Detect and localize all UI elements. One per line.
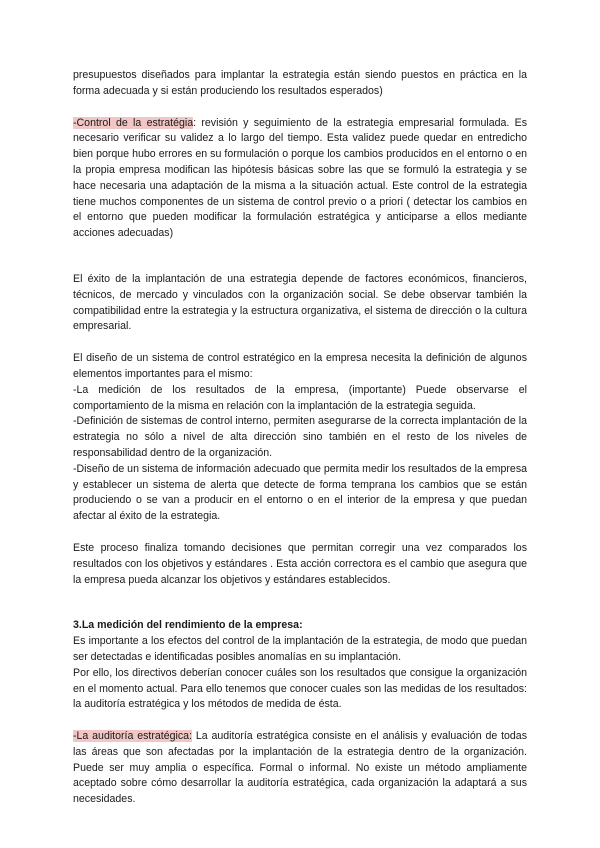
paragraph-auditoria xyxy=(73,729,527,808)
highlighted-term-control: -Control de la estratégia xyxy=(73,116,194,129)
paragraph-diseno-intro: El diseño de un sistema de control estratégico en la empresa necesita la definición de algunos elementos importantes para el mismo: xyxy=(73,352,527,380)
section-heading-3: 3.La medición del rendimiento de la empresa: xyxy=(73,619,303,632)
list-item-diseno-informacion: -Diseño de un sistema de información adecuado que permita medir los resultados de la empresa y establecer un sistema de alerta que detecte de forma temprana los cambios que se están produciendo o se van a producir en el entorno o en el interior de la empresa y que puedan afectar al éxito de la estrategia. xyxy=(73,462,528,523)
paragraph-presupuestos: presupuestos diseñados para implantar la estrategia están siendo puestos en práctica en la forma adecuada y si están produciendo los resultados esperados) xyxy=(73,69,527,97)
auditoria-definition-text: La auditoría estratégica consiste en el análisis y evaluación de todas las áreas que son afectadas por la implantación de la estrategia dentro de la organización. Puede ser muy amplia o específica. Formal o informal. No existe un método ampliamente aceptado sobre cómo desarrollar la auditoría estratégica, cada organización la adaptará a sus necesidades. xyxy=(73,730,527,806)
list-item-definicion: -Definición de sistemas de control interno, permiten asegurarse de la correcta implantación de la estrategia no sólo a nivel de alta dirección sino también en el resto de los niveles de responsabilidad dentro de la organización. xyxy=(73,415,527,459)
list-item-medicion: -La medición de los resultados de la empresa, (importante) Puede observarse el comportamiento de la misma en relación con la implantación de la estrategia seguida. xyxy=(73,383,527,412)
document-page xyxy=(73,68,527,808)
paragraph-proceso: Este proceso finaliza tomando decisiones que permitan corregir una vez comparados los resultados con los objetivos y estándares . Esta acción correctora es el cambio que asegura que la empresa pueda alcanzar los objetivos y estándares establecidos. xyxy=(73,541,527,586)
paragraph-control-estrategia xyxy=(73,116,527,242)
paragraph-importante: Es importante a los efectos del control de la implantación de la estrategia, de modo que puedan ser detectadas e identificadas posibles anomalías en su implantación. xyxy=(73,635,527,663)
control-definition-text: : revisión y seguimiento de la estrategia empresarial formulada. Es necesario verificar su validez a lo largo del tiempo. Esta validez puede quedar en entredicho bien porque hubo errores en su formulación o porque los cambios producidos en el entorno o en la propia empresa modifican las hipótesis básicas sobre las que se formuló la estrategia y se hace necesaria una adaptación de la misma a la situación actual. Este control de la estrategia tiene muchos componentes de un sistema de control previo o a priori ( detectar los cambios en el entorno que pueden modificar la formulación estratégica y anticiparse a ellos mediante acciones adecuadas) xyxy=(73,116,528,240)
paragraph-por-ello: Por ello, los directivos deberían conocer cuáles son los resultados que consigue la organización en el momento actual. Para ello tenemos que conocer cuales son las medidas de los resultados: la auditoría estratégica y los métodos de medida de ésta. xyxy=(73,666,527,711)
highlighted-term-auditoria: -La auditoría estratégica: xyxy=(73,730,192,743)
paragraph-exito-implantacion: El éxito de la implantación de una estrategia depende de factores económicos, financieros, técnicos, de mercado y vinculados con la organización social. Se debe observar también la compatibilidad entre la estrategia y la estructura organizativa, el sistema de dirección o la cultura empresarial. xyxy=(73,272,527,333)
